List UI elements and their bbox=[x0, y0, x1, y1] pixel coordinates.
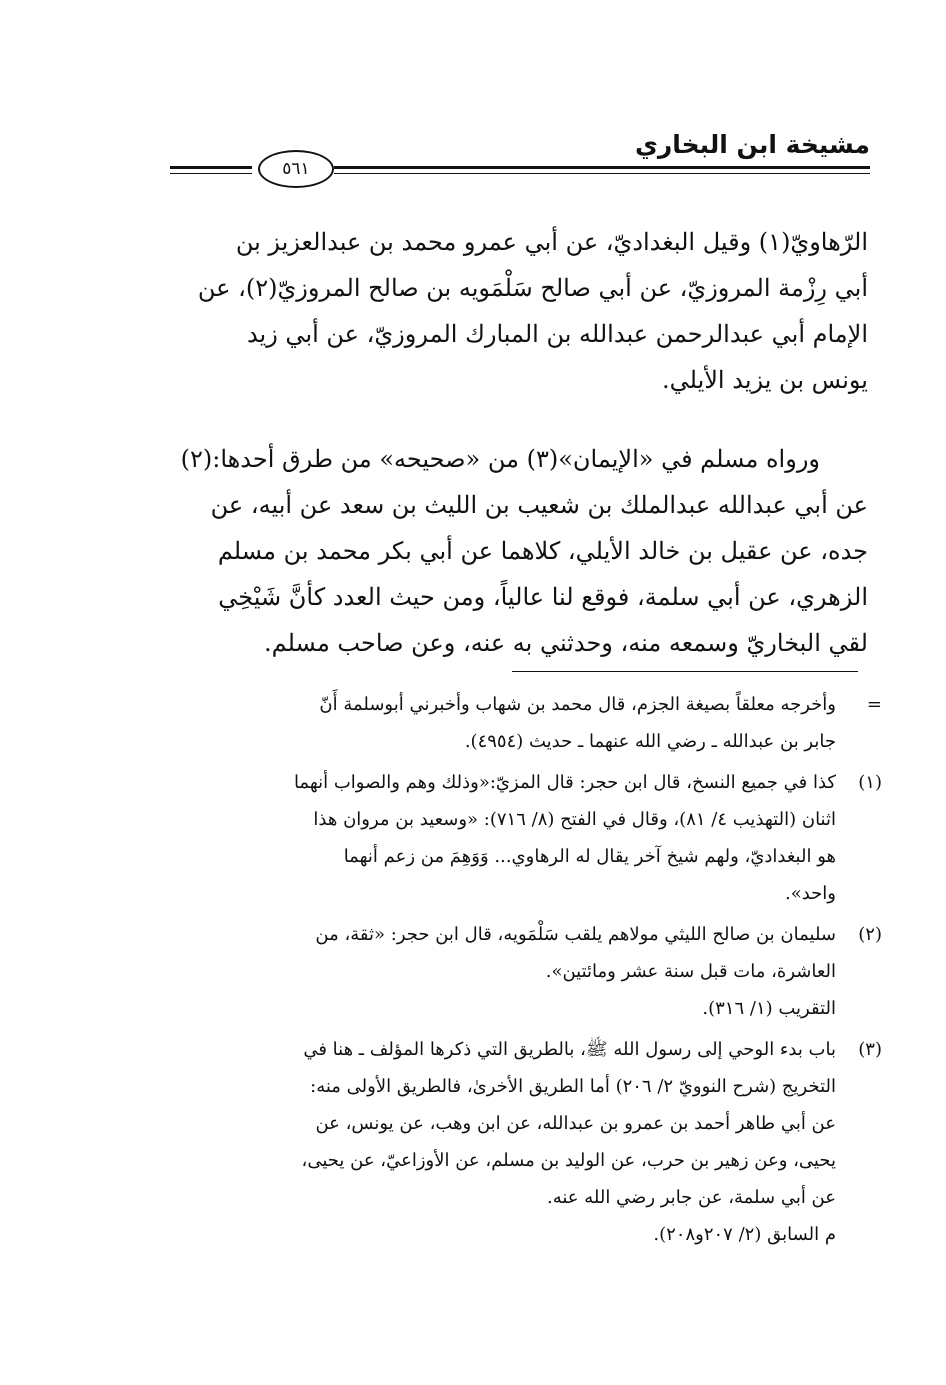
paragraph-1 bbox=[152, 219, 868, 403]
text-line: جده، عن عقيل بن خالد الأيلي، كلاهما عن أبي بكر محمد بن مسلم bbox=[217, 537, 868, 565]
footnote-line: هو البغداديّ، ولهم شيخ آخر يقال له الرهاوي... وَوَهِمَ من زعم أنهما bbox=[343, 846, 836, 867]
footnote-line: التخريج (شرح النوويّ ٢/ ٢٠٦) أما الطريق الأخرىٰ، فالطريق الأولى منه: bbox=[310, 1076, 836, 1097]
text-line: لقي البخاريّ وسمعه منه، وحدثني به عنه، وعن صاحب مسلم. bbox=[263, 629, 868, 657]
text-line: أبي رِزْمة المروزيّ، عن أبي صالح سَلْمَويه بن صالح المروزيّ(٢)، عن bbox=[197, 274, 868, 302]
footnote-3 bbox=[152, 1031, 882, 1253]
text-line: الرّهاويّ(١) وقيل البغداديّ، عن أبي عمرو محمد بن عبدالعزيز بن bbox=[235, 228, 868, 256]
footnote-2 bbox=[152, 916, 882, 1027]
footnote-line: واحد». bbox=[784, 883, 836, 904]
footnote-line: جابر بن عبدالله ـ رضي الله عنهما ـ حديث (٤٩٥٤). bbox=[464, 731, 836, 752]
footnote-line: العاشرة، مات قبل سنة عشر ومائتين». bbox=[545, 961, 836, 982]
footnote-line: باب بدء الوحي إلى رسول الله ﷺ، بالطريق التي ذكرها المؤلف ـ هنا في bbox=[303, 1039, 836, 1060]
book-title: مشيخة ابن البخاري bbox=[634, 130, 870, 159]
footnote-line: التقريب (١/ ٣١٦). bbox=[702, 998, 836, 1019]
footnote-line: وأخرجه معلقاً بصيغة الجزم، قال محمد بن شهاب وأخبرني أبوسلمة أَنّ bbox=[319, 694, 836, 715]
page-header bbox=[170, 130, 870, 190]
footnote-mark: (٢) bbox=[858, 924, 882, 945]
text-line: ورواه مسلم في «الإيمان»(٣) من «صحيحه» من طرق أحدها:(٢) bbox=[180, 445, 820, 473]
footnote-line: اثنان (التهذيب ٤/ ٨١)، وقال في الفتح (٨/ ٧١٦): «وسعيد بن مروان هذا bbox=[313, 809, 836, 830]
header-rule-left bbox=[170, 166, 252, 174]
footnote-line: عن أبي طاهر أحمد بن عمرو بن عبدالله، عن ابن وهب، عن يونس، عن bbox=[315, 1113, 836, 1134]
footnote-line: م السابق (٢/ ٢٠٧و٢٠٨). bbox=[653, 1224, 836, 1245]
footnote-mark: (٣) bbox=[858, 1039, 882, 1060]
text-line: الإمام أبي عبدالرحمن عبدالله بن المبارك المروزيّ، عن أبي زيد bbox=[246, 320, 868, 348]
text-line: يونس بن يزيد الأيلي. bbox=[661, 366, 868, 394]
footnote-line: يحيى، وعن زهير بن حرب، عن الوليد بن مسلم، عن الأوزاعيّ، عن يحيى، bbox=[301, 1150, 836, 1171]
paragraph-2 bbox=[152, 436, 868, 666]
footnote-separator bbox=[512, 671, 858, 672]
footnote-1 bbox=[152, 764, 882, 912]
page-number: ٥٦١ bbox=[258, 150, 334, 188]
text-line: عن أبي عبدالله عبدالملك بن شعيب بن الليث بن سعد عن أبيه، عن bbox=[210, 491, 868, 519]
footnote-line: عن أبي سلمة، عن جابر رضي الله عنه. bbox=[546, 1187, 836, 1208]
text-line: الزهري، عن أبي سلمة، فوقع لنا عالياً، ومن حيث العدد كأنَّ شَيْخِي bbox=[218, 583, 868, 611]
footnote-line: سليمان بن صالح الليثي مولاهم يلقب سَلْمَويه، قال ابن حجر: «ثقة، من bbox=[315, 924, 836, 945]
header-rule-right bbox=[334, 166, 870, 174]
footnote-mark: (١) bbox=[858, 772, 882, 793]
footnote-mark: = bbox=[866, 694, 882, 715]
footnote-line: كذا في جميع النسخ، قال ابن حجر: قال المزيّ:«وذلك وهم والصواب أنهما bbox=[293, 772, 836, 793]
footnotes bbox=[152, 686, 882, 1257]
footnote-continued bbox=[152, 686, 882, 760]
